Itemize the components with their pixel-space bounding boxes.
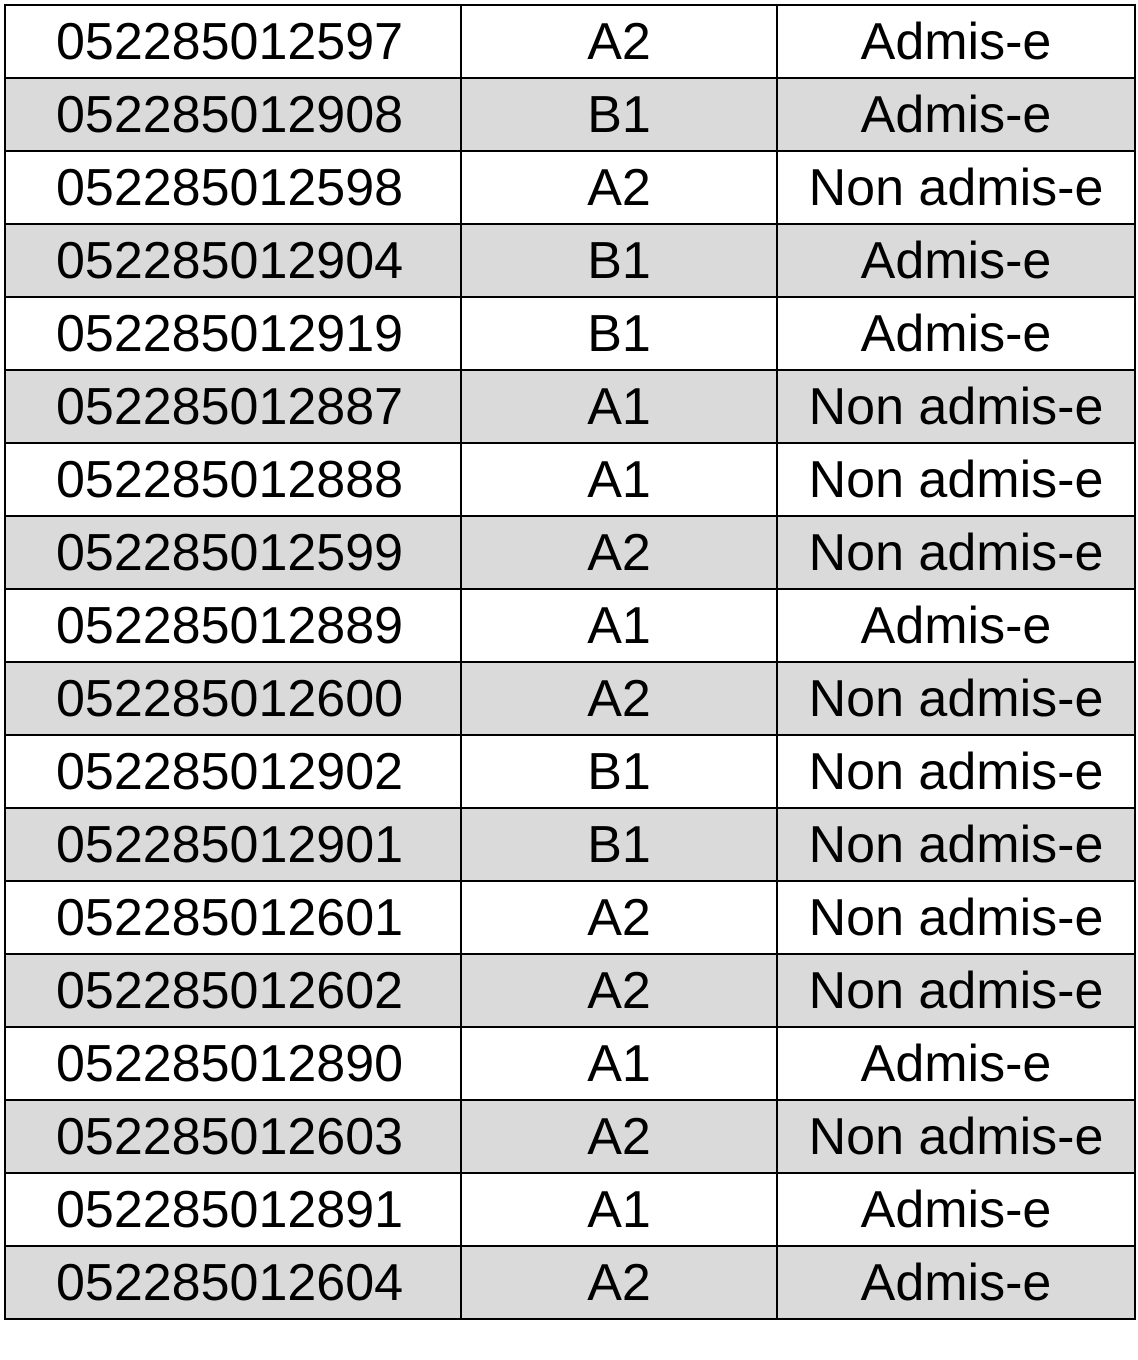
- level-cell: B1: [461, 297, 777, 370]
- level-cell: B1: [461, 78, 777, 151]
- level-cell: A2: [461, 662, 777, 735]
- table-row: [5, 297, 1135, 370]
- status-cell: Non admis-e: [777, 662, 1135, 735]
- status-cell: Non admis-e: [777, 954, 1135, 1027]
- table-row: [5, 954, 1135, 1027]
- candidate-id-cell: 052285012901: [5, 808, 461, 881]
- table-row: [5, 1173, 1135, 1246]
- candidate-id-cell: 052285012888: [5, 443, 461, 516]
- level-cell: B1: [461, 224, 777, 297]
- level-cell: A2: [461, 954, 777, 1027]
- candidate-id-cell: 052285012598: [5, 151, 461, 224]
- table-row: [5, 1027, 1135, 1100]
- status-cell: Non admis-e: [777, 735, 1135, 808]
- results-table-body: [5, 5, 1135, 1319]
- table-row: [5, 808, 1135, 881]
- table-row: [5, 1246, 1135, 1319]
- status-cell: Admis-e: [777, 78, 1135, 151]
- level-cell: A1: [461, 1027, 777, 1100]
- level-cell: A2: [461, 5, 777, 78]
- status-cell: Non admis-e: [777, 370, 1135, 443]
- status-cell: Admis-e: [777, 1027, 1135, 1100]
- table-row: [5, 151, 1135, 224]
- table-row: [5, 5, 1135, 78]
- table-row: [5, 224, 1135, 297]
- table-row: [5, 881, 1135, 954]
- status-cell: Admis-e: [777, 589, 1135, 662]
- level-cell: B1: [461, 735, 777, 808]
- status-cell: Non admis-e: [777, 151, 1135, 224]
- table-row: [5, 1100, 1135, 1173]
- status-cell: Non admis-e: [777, 443, 1135, 516]
- table-row: [5, 662, 1135, 735]
- candidate-id-cell: 052285012597: [5, 5, 461, 78]
- candidate-id-cell: 052285012908: [5, 78, 461, 151]
- level-cell: A1: [461, 589, 777, 662]
- candidate-id-cell: 052285012889: [5, 589, 461, 662]
- table-row: [5, 443, 1135, 516]
- status-cell: Admis-e: [777, 1173, 1135, 1246]
- table-row: [5, 589, 1135, 662]
- status-cell: Admis-e: [777, 5, 1135, 78]
- status-cell: Admis-e: [777, 224, 1135, 297]
- status-cell: Non admis-e: [777, 1100, 1135, 1173]
- results-table: [4, 4, 1136, 1320]
- candidate-id-cell: 052285012891: [5, 1173, 461, 1246]
- level-cell: A2: [461, 516, 777, 589]
- status-cell: Non admis-e: [777, 516, 1135, 589]
- candidate-id-cell: 052285012887: [5, 370, 461, 443]
- level-cell: A2: [461, 881, 777, 954]
- candidate-id-cell: 052285012599: [5, 516, 461, 589]
- level-cell: A2: [461, 1100, 777, 1173]
- level-cell: A2: [461, 151, 777, 224]
- candidate-id-cell: 052285012601: [5, 881, 461, 954]
- level-cell: B1: [461, 808, 777, 881]
- status-cell: Non admis-e: [777, 881, 1135, 954]
- candidate-id-cell: 052285012919: [5, 297, 461, 370]
- table-row: [5, 78, 1135, 151]
- status-cell: Non admis-e: [777, 808, 1135, 881]
- status-cell: Admis-e: [777, 297, 1135, 370]
- candidate-id-cell: 052285012602: [5, 954, 461, 1027]
- table-row: [5, 370, 1135, 443]
- candidate-id-cell: 052285012902: [5, 735, 461, 808]
- level-cell: A2: [461, 1246, 777, 1319]
- candidate-id-cell: 052285012904: [5, 224, 461, 297]
- candidate-id-cell: 052285012604: [5, 1246, 461, 1319]
- candidate-id-cell: 052285012603: [5, 1100, 461, 1173]
- table-row: [5, 735, 1135, 808]
- level-cell: A1: [461, 370, 777, 443]
- candidate-id-cell: 052285012890: [5, 1027, 461, 1100]
- level-cell: A1: [461, 1173, 777, 1246]
- level-cell: A1: [461, 443, 777, 516]
- table-row: [5, 516, 1135, 589]
- status-cell: Admis-e: [777, 1246, 1135, 1319]
- candidate-id-cell: 052285012600: [5, 662, 461, 735]
